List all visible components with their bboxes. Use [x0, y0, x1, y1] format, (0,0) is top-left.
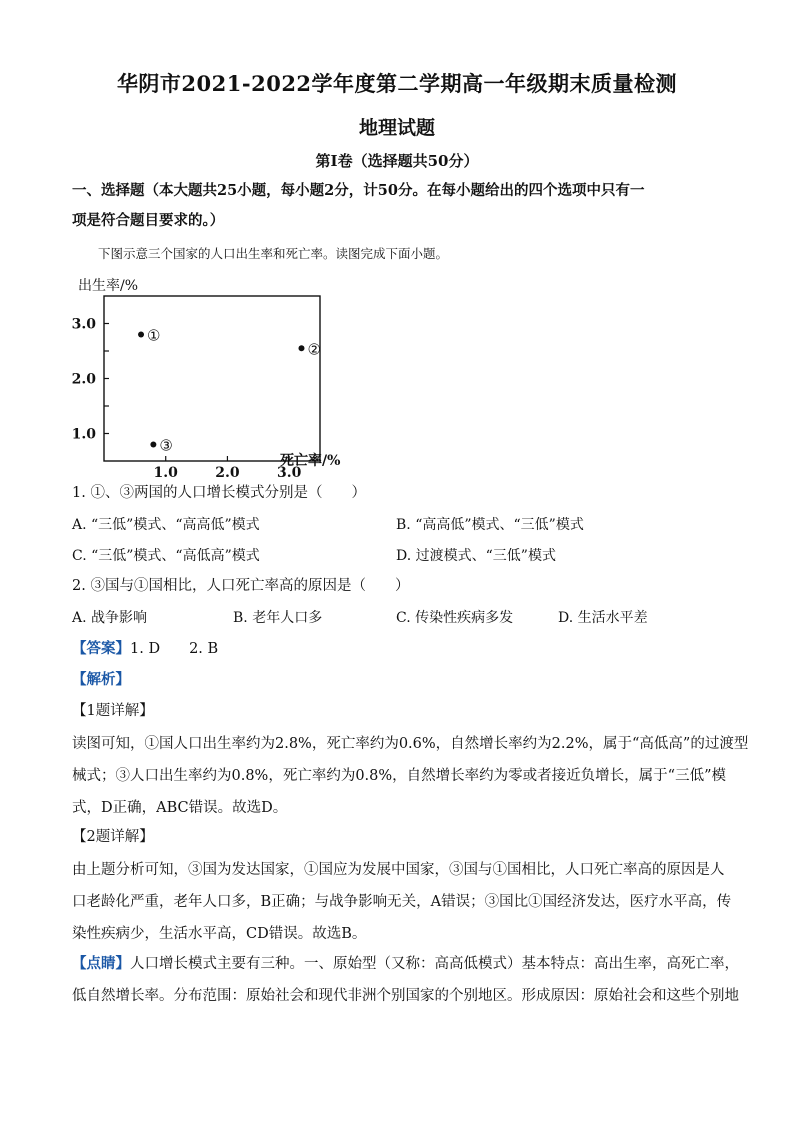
section-heading-line1: 一、选择题（本大题共25小题，每小题2分，计50分。在每小题给出的四个选项中只有一 [72, 182, 645, 199]
detail-2-label: 【2题详解】 [72, 829, 154, 845]
detail-1-line: 式，D正确，ABC错误。故选D。 [72, 800, 288, 816]
data-point [298, 345, 304, 351]
answer-text: 1. D 2. B [130, 641, 219, 657]
analysis-label: 【解析】 [72, 671, 130, 688]
answer-label: 【答案】 [72, 640, 130, 657]
q2-option-d: D. 生活水平差 [558, 610, 648, 626]
detail-2-line: 由上题分析可知，③国为发达国家，①国应为发展中国家，③国与①国相比，人口死亡率高的原因是人 [72, 862, 725, 878]
question-intro: 下图示意三个国家的人口出生率和死亡率。读图完成下面小题。 [98, 246, 449, 261]
y-axis-label: 出生率/% [78, 278, 139, 294]
question-2-stem: 2. ③国与①国相比，人口死亡率高的原因是（ ） [72, 578, 410, 594]
tip-label: 【点睛】 [72, 955, 130, 972]
y-tick-label: 1.0 [71, 426, 96, 443]
x-tick-label: 2.0 [215, 465, 240, 481]
part-title: 第Ⅰ卷（选择题共50分） [315, 152, 479, 170]
subject-title: 地理试题 [358, 117, 435, 139]
x-tick-label: 1.0 [153, 465, 178, 481]
data-point [138, 332, 144, 338]
answer-row [72, 638, 732, 660]
tip-line [72, 948, 739, 980]
tip-line: 低自然增长率。分布范围：原始社会和现代非洲个别国家的个别地区。形成原因：原始社会和这些个别地 [72, 988, 739, 1004]
plot-frame [104, 296, 320, 461]
tip-text [72, 948, 739, 1012]
question-1-stem: 1. ①、③两国的人口增长模式分别是（ ） [72, 485, 366, 501]
detail-1-label: 【1题详解】 [72, 703, 154, 719]
data-point-label: ① [147, 326, 161, 345]
detail-2-line: 口老龄化严重，老年人口多，B正确；与战争影响无关，A错误；③国比①国经济发达，医疗水平高，传 [72, 894, 732, 910]
detail-2-text [72, 854, 732, 950]
detail-1-line: 读图可知，①国人口出生率约为2.8%，死亡率约为0.6%，自然增长率约为2.2%，属于“高低高”的过渡型 [72, 736, 749, 752]
data-point-label: ② [307, 340, 321, 359]
section-heading-line2: 项是符合题目要求的。） [72, 212, 225, 229]
q1-option-d: D. 过渡模式、“三低”模式 [396, 548, 556, 564]
tip-line-text: 人口增长模式主要有三种。一、原始型（又称：高高低模式）基本特点：高出生率，高死亡率， [130, 956, 739, 972]
y-tick-label: 2.0 [71, 371, 96, 388]
exam-title: 华阴市2021-2022学年度第二学期高一年级期末质量检测 [116, 71, 678, 96]
q2-option-b: B. 老年人口多 [233, 610, 323, 626]
detail-2-line: 染性疾病少，生活水平高，CD错误。故选B。 [72, 926, 367, 942]
detail-1-line: 械式；③人口出生率约为0.8%，死亡率约为0.8%，自然增长率约为零或者接近负增长，属于“三低”模 [72, 768, 726, 784]
q2-option-a: A. 战争影响 [72, 610, 148, 626]
q1-option-b: B. “高高低”模式、“三低”模式 [396, 517, 584, 533]
data-point-label: ③ [159, 436, 173, 455]
data-point [150, 442, 156, 448]
x-axis-label: 死亡率/% [280, 453, 341, 469]
detail-1-text [72, 728, 749, 824]
q2-option-c: C. 传染性疾病多发 [396, 610, 514, 626]
q1-option-a: A. “三低”模式、“高高低”模式 [72, 517, 260, 533]
q1-option-c: C. “三低”模式、“高低高”模式 [72, 548, 260, 564]
x-tick-label: 3.0 [276, 465, 302, 481]
birth-death-rate-chart [70, 272, 370, 481]
y-tick-label: 3.0 [71, 316, 96, 333]
